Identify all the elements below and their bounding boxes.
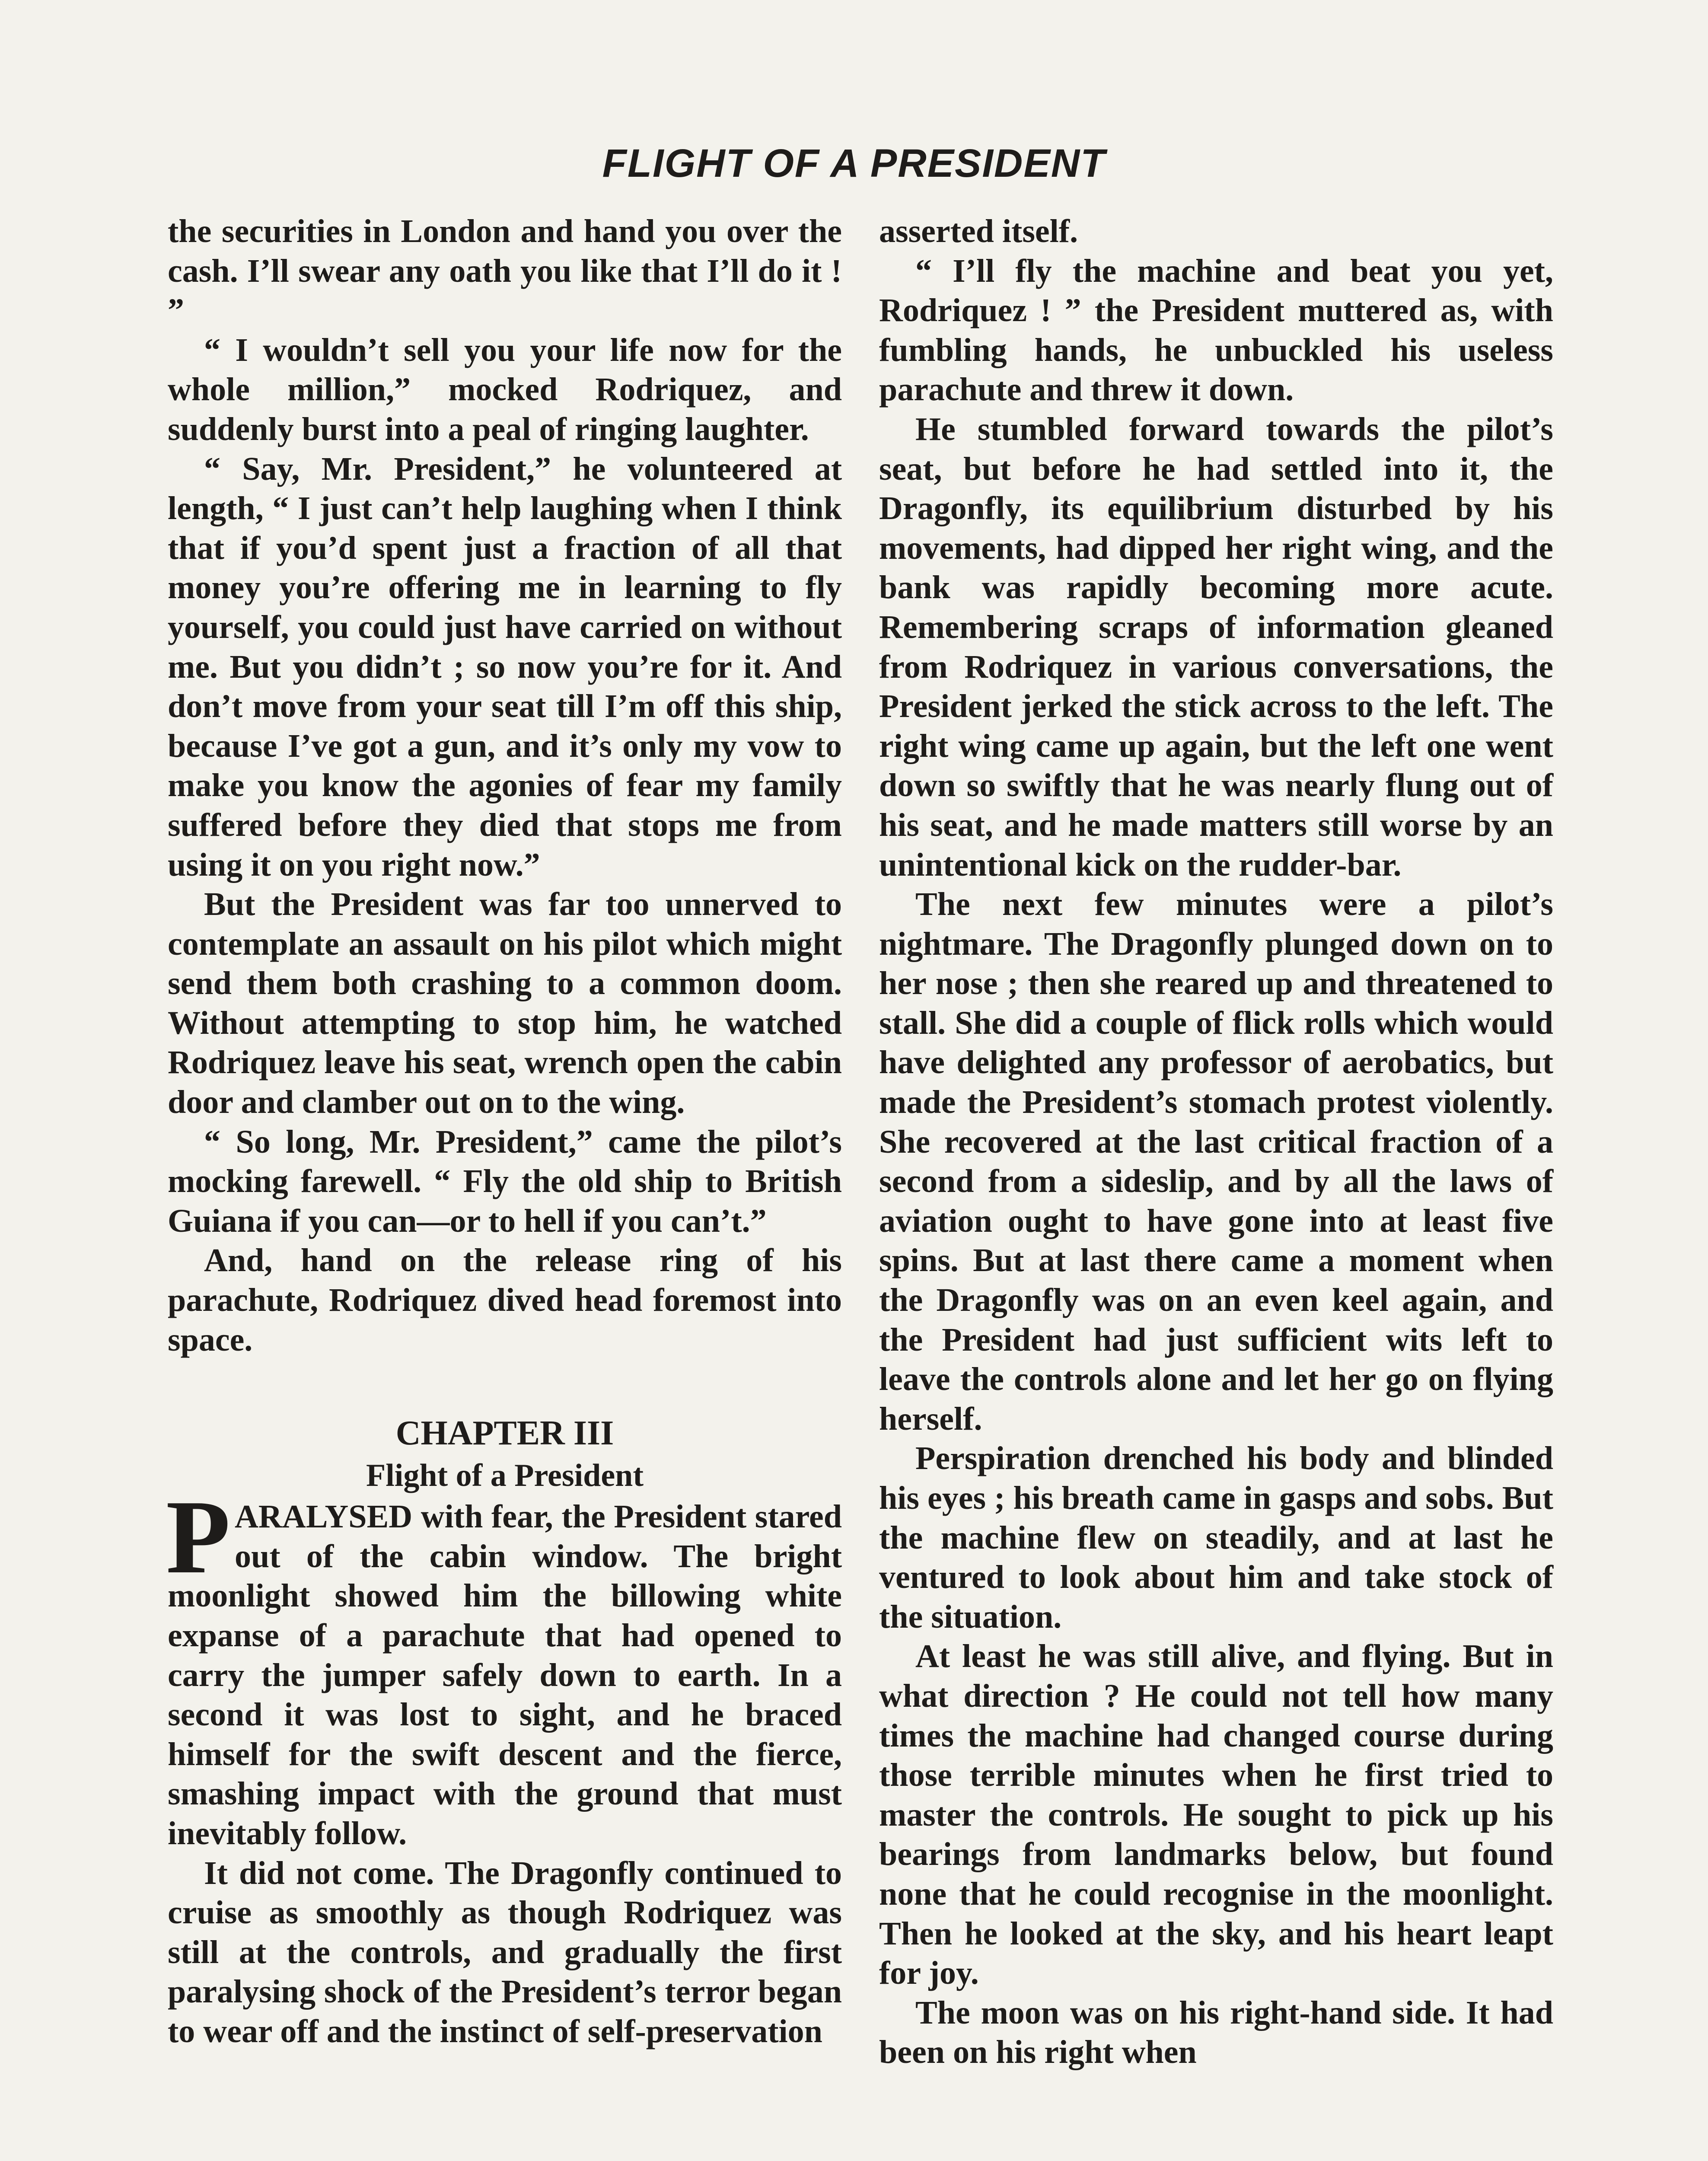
paragraph: the securities in London and hand you over the cash. I’ll swear any oath you like that I’ll do it ! ” bbox=[168, 213, 842, 329]
left-column bbox=[168, 212, 842, 2052]
paragraph: “ I’ll fly the machine and beat you yet, Rodriquez ! ” the President muttered as, with fumbling hands, he unbuckled his useless parachute and threw it down. bbox=[879, 252, 1553, 408]
paragraph: Perspiration drenched his body and blinded his eyes ; his breath came in gasps and sobs. But the machine flew on steadily, and at last he ventured to look about him and take stock of the situation. bbox=[879, 1440, 1553, 1635]
paragraph: And, hand on the release ring of his parachute, Rodriquez dived head foremost into space. bbox=[168, 1242, 842, 1358]
opening-paragraph-text: ARALYSED with fear, the President stared out of the cabin window. The bright moonlight showed him the billowing white expanse of a parachute that had opened to carry the jumper safely down to earth. In a second it was lost to sight, and he braced himself for the swift descent and the fierce, smashing impact with the ground that must inevitably follow. bbox=[168, 1498, 842, 1852]
right-column bbox=[879, 212, 1553, 2072]
chapter-title: Flight of a President bbox=[366, 1458, 644, 1494]
paragraph: “ So long, Mr. President,” came the pilot’s mocking farewell. “ Fly the old ship to British Guiana if you can—or to hell if you can’t.” bbox=[168, 1123, 842, 1239]
opening-paragraph bbox=[166, 1479, 842, 1853]
paragraph: It did not come. The Dragonfly continued to cruise as smoothly as though Rodriquez was still at the controls, and gradually the first paralysing shock of the President’s terror began to wear off and the instinct of self-preservation bbox=[168, 1855, 842, 2049]
paragraph: But the President was far too unnerved to contemplate an assault on his pilot which might send them both crashing to a common doom. Without attempting to stop him, he watched Rodriquez leave his seat, wrench open the cabin door and clamber out on to the wing. bbox=[168, 886, 842, 1121]
running-head: FLIGHT OF A PRESIDENT bbox=[602, 141, 1106, 185]
drop-cap: P bbox=[166, 1479, 231, 1596]
paragraph: “ I wouldn’t sell you your life now for the whole million,” mocked Rodriquez, and suddenly burst into a peal of ringing laughter. bbox=[168, 331, 842, 447]
paragraph: The next few minutes were a pilot’s nightmare. The Dragonfly plunged down on to her nose ; then she reared up and threatened to stall. She did a couple of flick rolls which would have delighted any professor of aerobatics, but made the President’s stomach protest violently. She recovered at the last critical fraction of a second from a sideslip, and by all the laws of aviation ought to have gone into at least five spins. But at last there came a moment when the Dragonfly was on an even keel again, and the President had just sufficient wits left to leave the controls alone and let her go on flying herself. bbox=[879, 886, 1553, 1437]
chapter-heading: CHAPTER III bbox=[395, 1414, 614, 1453]
paragraph: “ Say, Mr. President,” he volunteered at length, “ I just can’t help laughing when I think that if you’d spent just a fraction of all that money you’re offering me in learning to fly yourself, you could just have carried on without me. But you didn’t ; so now you’re for it. And don’t move from your seat till I’m off this ship, because I’ve got a gun, and it’s only my vow to make you know the agonies of fear my family suffered before they died that stops me from using it on you right now.” bbox=[168, 450, 842, 883]
paragraph: asserted itself. bbox=[879, 213, 1078, 249]
paragraph: The moon was on his right-hand side. It had been on his right when bbox=[879, 1994, 1553, 2071]
paragraph: At least he was still alive, and flying. But in what direction ? He could not tell how many times the machine had changed course during those terrible minutes when he first tried to master the controls. He sought to pick up his bearings from landmarks below, but found none that he could recognise in the moonlight. Then he looked at the sky, and his heart leapt for joy. bbox=[879, 1638, 1553, 1992]
paragraph: He stumbled forward towards the pilot’s seat, but before he had settled into it, the Dragonfly, its equilibrium disturbed by his movements, had dipped her right wing, and the bank was rapidly becoming more acute. Remembering scraps of information gleaned from Rodriquez in various conversations, the President jerked the stick across to the left. The right wing came up again, but the left one went down so swiftly that he was nearly flung out of his seat, and he made matters still worse by an unintentional kick on the rudder-bar. bbox=[879, 411, 1553, 883]
